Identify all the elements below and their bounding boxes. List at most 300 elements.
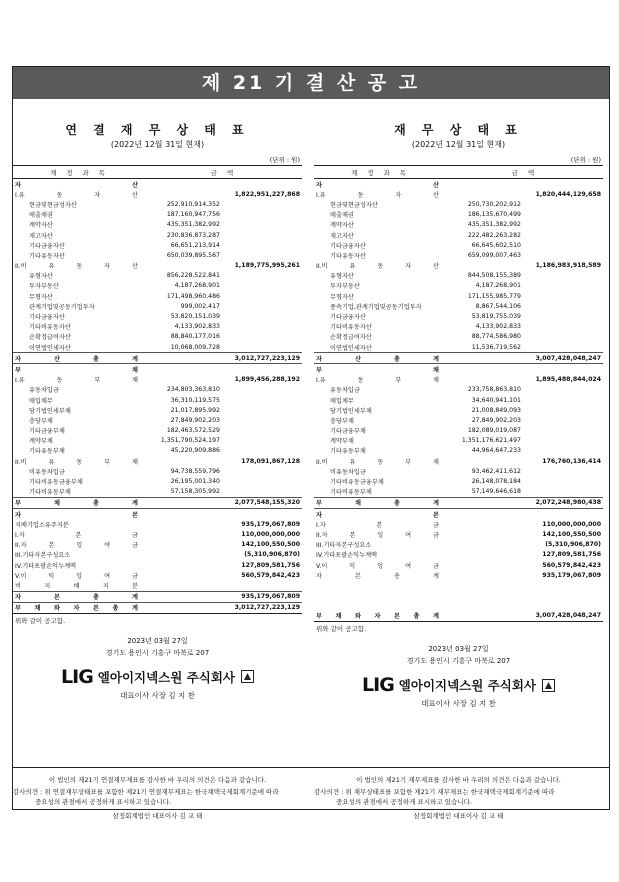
account-name: 당기법인세부채 [330,407,372,415]
table-row [13,271,302,281]
auditor-name: 삼정회계법인 대표이사 김 교 태 [413,812,504,820]
item-amount: 21,008,849,093 [471,406,521,414]
table-row [13,497,302,508]
item-amount: 66,651,213,914 [170,241,220,249]
total-amount: 1,895,488,844,024 [535,376,601,384]
item-amount [447,375,525,385]
audit-section [13,767,609,820]
item-amount: 844,508,155,389 [467,272,521,280]
table-row [314,497,603,508]
table-row [314,301,603,311]
total-amount [525,580,603,590]
table-row [314,261,603,271]
table-row [314,601,603,611]
account-name: 이연법인세자산 [29,344,71,352]
item-amount [146,602,224,613]
account-name: 자 본 [316,511,439,519]
total-amount [525,332,603,342]
audit-left [13,768,302,820]
table-row [314,436,603,446]
account-name: II.비 유 동 자 산 [15,263,138,271]
total-amount [224,476,302,486]
account-name: 부 채 총 계 [13,497,146,508]
total-amount [224,405,302,415]
audit-right [314,768,603,820]
account-name: 기타비유동부채 [29,489,71,497]
item-amount: 171,155,985,779 [467,292,521,300]
account-name: 부 채 와 자 본 총 계 [13,602,146,613]
company-address: 경기도 용인시 기흥구 마북로 207 [406,657,511,666]
total-amount [525,395,603,405]
table-row [314,446,603,456]
account-name: 자 본 [15,511,138,519]
table-row [13,301,302,311]
table-row [13,476,302,486]
table-row [314,456,603,466]
unit-label: (단위 : 원) [269,156,300,164]
item-amount: 11,536,719,562 [471,343,521,351]
total-amount [525,446,603,456]
account-name: 이연법인세자산 [330,344,372,352]
account-name: 매출채권 [330,212,354,220]
table-row [314,519,603,529]
account-name: III.기타자본구성요소 [15,552,71,560]
item-amount [146,509,224,520]
table-row [13,436,302,446]
account-name: 기타비유동자산 [29,324,71,332]
total-amount [224,291,302,301]
item-amount [447,261,525,271]
total-amount [224,580,302,591]
table-row [314,591,603,601]
account-name: 기타비유동부채 [330,489,372,497]
total-amount [525,364,603,375]
item-amount [447,509,525,520]
item-amount: 57,149,646,618 [471,488,521,496]
account-name: I.유 동 부 채 [316,377,439,385]
table-row [13,353,302,364]
account-name: 계약자산 [330,222,354,230]
total-amount [525,301,603,311]
total-amount [525,415,603,425]
item-amount [146,189,224,199]
total-amount [224,322,302,332]
account-name: II.자 본 잉 여 금 [15,542,138,550]
table-row [314,611,603,622]
item-amount: 252,910,914,352 [166,200,220,208]
table-row [314,342,603,353]
item-amount [146,540,224,550]
account-name: 매입채무 [330,397,354,405]
account-name: 기타비유동금융부채 [330,479,384,487]
account-name: V.이 익 잉 여 금 [15,572,138,580]
table-row [13,395,302,405]
item-amount: 4,187,268,901 [475,282,521,290]
table-row [13,405,302,415]
total-amount [224,342,302,353]
table-body [13,179,302,614]
sign-date: 2023년 03월 27일 [127,636,188,645]
total-amount [525,210,603,220]
account-name: 순확정급여자산 [29,334,71,342]
total-amount [224,220,302,230]
item-amount [447,591,525,601]
total-amount: 110,000,000,000 [241,530,300,538]
table-row [13,375,302,385]
item-amount: 45,220,909,886 [170,447,220,455]
account-name: 자 본 총 계 [13,591,146,602]
account-name: II.자 본 잉 여 금 [316,531,439,539]
account-name: IV.기타포괄손익누계액 [15,562,77,570]
total-amount: 178,091,867,128 [241,457,300,465]
table-row [314,210,603,220]
audit-intro: 이 법인의 제21기 재무제표를 감사한 바 우리의 의견은 다음과 같습니다. [356,776,561,784]
total-amount [525,342,603,353]
balance-table [314,165,603,622]
account-name: 부 채 와 자 본 총 계 [314,611,447,622]
account-name: 충당부채 [330,417,354,425]
total-amount: (5,310,906,870) [545,541,601,549]
total-amount [224,179,302,190]
table-row [13,332,302,342]
account-name: 기타비유동자산 [330,324,372,332]
table-row [13,364,302,375]
table-row [13,591,302,602]
item-amount: 250,730,202,912 [467,200,521,208]
item-amount: 88,774,586,980 [471,333,521,341]
account-name: 순확정급여자산 [330,334,372,342]
item-amount [447,456,525,466]
table-row [13,560,302,570]
total-amount [224,230,302,240]
company-signature [314,674,603,696]
item-amount: 34,640,941,101 [471,396,521,404]
account-name: 현금및현금성자산 [330,201,378,209]
item-amount: 230,836,873,287 [166,231,220,239]
auditor-name: 삼정회계법인 대표이사 김 교 태 [112,812,203,820]
table-row [13,322,302,332]
header-account: 계 정 과 목 [13,166,146,179]
audit-intro: 이 법인의 제21기 연결재무제표를 감사한 바 우리의 의견은 다음과 같습니다. [48,776,267,784]
total-amount: 3,007,428,048,247 [525,611,603,622]
audit-opinion: 감사의견 : 위 재무상태표를 포함한 제21기 재무제표는 한국채택국제회계기준에 따라 [314,788,555,796]
header-amount: 금 액 [447,166,603,179]
item-amount: 27,849,902,203 [170,416,220,424]
total-amount: 2,072,248,980,438 [525,497,603,508]
account-name: 투자부동산 [29,283,59,291]
company-name: 엘아이지넥스원 주식회사 [398,678,536,694]
table-row [13,281,302,291]
total-amount [525,250,603,260]
total-amount: 560,579,842,423 [241,571,300,579]
item-amount: 4,187,268,901 [174,282,220,290]
account-name: 비유동차입금 [330,468,366,476]
item-amount: 36,310,119,575 [170,396,220,404]
account-name: I.유 동 부 채 [15,377,138,385]
statement-title: 재 무 상 태 표 [394,123,523,137]
table-row [13,199,302,209]
total-amount [525,311,603,321]
item-amount [447,189,525,199]
table-row [13,426,302,436]
total-amount [224,509,302,520]
item-amount [447,550,525,560]
table-row [314,395,603,405]
company-signature [13,666,302,688]
table-row [314,199,603,209]
account-name: 충당부채 [29,417,53,425]
table-row [13,509,302,520]
lig-logo: LIG [61,665,93,688]
account-name: II.비 유 동 부 채 [316,458,439,466]
account-name: 기타유동자산 [330,252,366,260]
audit-opinion-cont: 중요성의 관점에서 공정하게 표시하고 있습니다. [336,798,472,806]
item-amount [146,179,224,190]
account-name: V.이 익 잉 여 금 [316,562,439,570]
item-amount [447,601,525,611]
total-amount: 935,179,067,809 [224,591,302,602]
item-amount: 182,463,572,529 [166,427,220,435]
item-amount: 26,148,078,184 [471,478,521,486]
account-name: 부 채 총 계 [314,497,447,508]
account-name: 유동차입금 [330,387,360,395]
total-amount [224,385,302,395]
account-name: 자 산 [15,181,138,189]
company-address: 경기도 용인시 기흥구 마북로 207 [105,648,210,657]
item-amount: 435,351,382,992 [166,221,220,229]
table-row [314,291,603,301]
total-amount [525,426,603,436]
item-amount: 57,158,305,992 [170,488,220,496]
account-name: 기타금융자산 [29,314,65,322]
account-name [314,601,447,611]
table-row [13,550,302,560]
item-amount [146,375,224,385]
total-amount: 3,012,727,223,129 [224,602,302,613]
total-amount: 176,760,136,414 [542,457,601,465]
table-row [13,311,302,321]
total-amount [525,179,603,190]
item-amount [146,580,224,591]
item-amount [447,611,525,622]
item-amount: 26,195,001,340 [170,478,220,486]
total-amount [525,281,603,291]
account-name: IV.기타포괄손익누계액 [316,552,378,560]
total-amount: 2,077,548,155,320 [224,497,302,508]
total-amount: 142,100,550,500 [542,530,601,538]
item-amount: 182,089,019,087 [467,427,521,435]
total-amount [525,240,603,250]
sign-date: 2023년 03월 27일 [428,645,489,654]
account-name: 현금및현금성자산 [29,201,77,209]
item-amount [146,529,224,539]
item-amount [447,519,525,529]
total-amount: 935,179,067,809 [241,520,300,528]
total-amount: 110,000,000,000 [542,520,601,528]
total-amount [224,332,302,342]
total-amount: 142,100,550,500 [241,541,300,549]
table-row [13,570,302,580]
total-amount [525,476,603,486]
total-amount: 935,179,067,809 [542,571,601,579]
item-amount [447,179,525,190]
account-name: 유형자산 [29,273,53,281]
table-row [314,466,603,476]
item-amount: 10,068,009,728 [170,343,220,351]
ceo-name: 대표이사 사장 김 지 찬 [120,690,195,700]
statement-date: (2022년 12월 31일 현재) [411,140,506,149]
account-name: 기타비유동금융부채 [29,479,83,487]
total-amount [525,220,603,230]
item-amount: 1,351,176,621,497 [461,437,521,445]
account-name: 계약부채 [330,438,354,446]
account-name: II.비 유 동 부 채 [15,458,138,466]
item-amount: 88,840,177,016 [170,333,220,341]
table-row [314,405,603,415]
total-amount [224,250,302,260]
total-amount [224,364,302,375]
item-amount: 999,002,417 [180,302,220,310]
table-row [13,415,302,425]
account-name: 기타금융자산 [29,242,65,250]
announcement-title: 제 21 기 결 산 공 고 [13,67,609,99]
item-amount: 186,135,670,499 [467,211,521,219]
total-amount [525,509,603,520]
table-row [13,602,302,613]
account-name: 기타유동부채 [330,448,366,456]
total-amount [525,591,603,601]
table-row [13,446,302,456]
item-amount: 21,017,895,992 [170,406,220,414]
notice-note: 위와 같이 공고함. [316,625,367,634]
total-amount: 1,899,456,288,192 [234,376,300,384]
item-amount [447,560,525,570]
item-amount: 93,462,411,612 [471,467,521,475]
total-amount: 127,809,581,756 [241,561,300,569]
item-amount [146,519,224,529]
item-amount: 27,849,902,203 [471,416,521,424]
item-amount: 222,482,263,282 [467,231,521,239]
item-amount: 66,645,602,510 [471,241,521,249]
account-name: 자 산 총 계 [13,353,146,364]
account-name: 당기법인세부채 [29,407,71,415]
item-amount: 233,758,863,810 [467,386,521,394]
item-amount: 8,867,544,106 [475,302,521,310]
table-body [314,179,603,622]
table-row [314,240,603,250]
account-name: 무형자산 [330,293,354,301]
table-row [314,385,603,395]
table-row [13,529,302,539]
account-name: 재고자산 [330,232,354,240]
item-amount [447,580,525,590]
item-amount: 53,820,151,039 [170,313,220,321]
table-row [13,189,302,199]
total-amount [224,446,302,456]
account-name: 무형자산 [29,293,53,301]
account-name: II.비 유 동 자 산 [316,263,439,271]
table-row [314,580,603,590]
total-amount [224,281,302,291]
table-row [314,426,603,436]
table-row [314,529,603,539]
table-row [314,415,603,425]
account-name: 자 본 총 계 [316,572,439,580]
account-name: 재고자산 [29,232,53,240]
table-row [13,466,302,476]
item-amount [447,364,525,375]
ceo-name: 대표이사 사장 김 지 찬 [421,699,496,709]
statement-date: (2022년 12월 31일 현재) [110,140,205,149]
item-amount [447,529,525,539]
audit-opinion: 감사의견 : 위 연결재무상태표를 포함한 제21기 연결재무제표는 한국채택국제회계기준에 따라 [13,788,279,796]
table-row [13,179,302,190]
total-amount: 127,809,581,756 [542,551,601,559]
header-amount: 금 액 [146,166,302,179]
table-row [314,540,603,550]
item-amount: 171,498,960,486 [166,292,220,300]
item-amount [146,550,224,560]
item-amount: 94,738,559,796 [170,467,220,475]
company-name: 엘아이지넥스원 주식회사 [97,669,235,685]
total-amount [525,436,603,446]
notice-note: 위와 같이 공고함. [15,616,66,625]
account-name: 투자부동산 [330,283,360,291]
total-amount [224,301,302,311]
table-row [13,456,302,466]
table-row [314,353,603,364]
table-row [314,230,603,240]
item-amount: 187,160,947,756 [166,211,220,219]
total-amount: 560,579,842,423 [542,561,601,569]
table-row [13,540,302,550]
item-amount: 44,964,647,233 [471,447,521,455]
total-amount [224,240,302,250]
table-row [13,580,302,591]
item-amount: 4,133,902,833 [174,323,220,331]
account-name: 기타금융자산 [330,314,366,322]
total-amount [525,291,603,301]
table-row [314,311,603,321]
announcement-page [12,66,610,820]
header-account: 계 정 과 목 [314,166,447,179]
item-amount [447,570,525,580]
consolidated-statement [13,107,302,701]
total-amount [224,436,302,446]
total-amount [525,199,603,209]
table-row [13,250,302,260]
table-row [13,240,302,250]
total-amount [224,487,302,498]
total-amount: 3,007,428,048,247 [525,353,603,364]
total-amount [525,405,603,415]
statement-title: 연 결 재 무 상 태 표 [65,123,250,137]
item-amount: 856,228,522,841 [166,272,220,280]
account-name: 지배기업소유주지분 [15,521,69,529]
item-amount [146,353,224,364]
total-amount [224,395,302,405]
table-row [314,560,603,570]
item-amount [146,570,224,580]
total-amount: 1,822,951,227,868 [234,190,300,198]
total-amount [525,466,603,476]
table-row [13,342,302,353]
account-name: 부 채 [316,366,439,374]
table-row [314,332,603,342]
item-amount [447,540,525,550]
total-amount [525,601,603,611]
table-row [314,487,603,498]
